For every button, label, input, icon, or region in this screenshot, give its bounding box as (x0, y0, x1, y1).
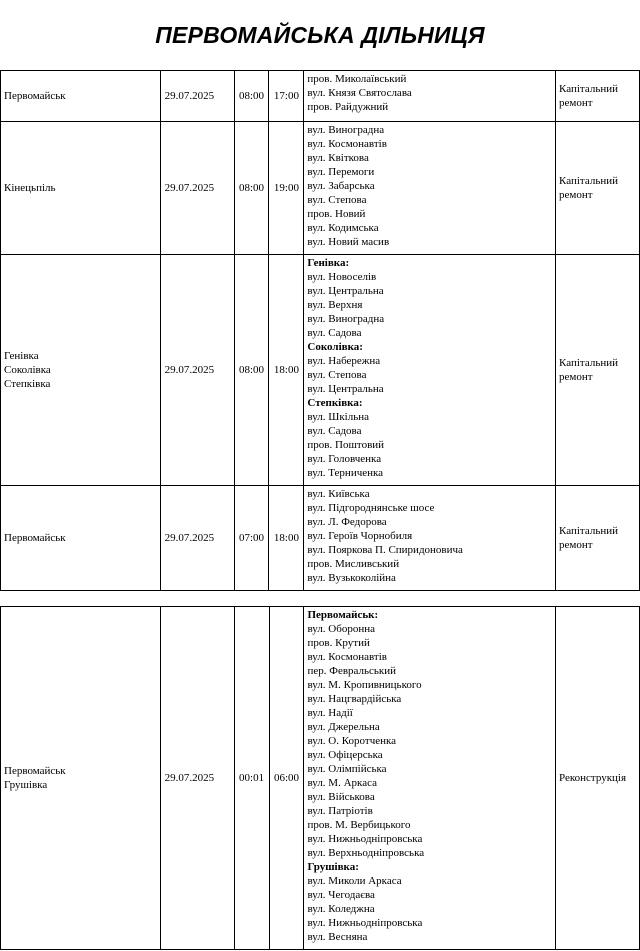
table-row (1, 71, 640, 122)
street-name: вул. Офіцерська (307, 749, 383, 761)
start-time-cell: 08:00 (234, 122, 269, 255)
location-name: Первомайськ (4, 765, 66, 777)
street-name: пров. Мисливський (307, 558, 400, 570)
street-name: вул. Новий масив (307, 236, 390, 248)
outage-table-1 (0, 70, 640, 591)
street-name: вул. Верхня (307, 299, 363, 311)
start-time-cell: 08:00 (234, 255, 269, 486)
street-name: пров. Новий (307, 208, 366, 220)
street-name: вул. Центральна (307, 285, 384, 297)
street-name: вул. Головченка (307, 453, 382, 465)
table-row (1, 255, 640, 486)
location-name: Кінецьпіль (4, 182, 56, 194)
settlement-heading: Соколівка: (307, 341, 363, 353)
page-title: ПЕРВОМАЙСЬКА ДІЛЬНИЦЯ (155, 22, 485, 48)
location-name: Грушівка (4, 779, 48, 791)
street-name: вул. Нацгвардійська (307, 693, 402, 705)
end-time-cell: 06:00 (269, 607, 304, 950)
end-time-cell: 17:00 (269, 71, 304, 122)
work-type-cell: Капітальний ремонт (556, 122, 640, 255)
street-name: вул. Пояркова П. Спиридоновича (307, 544, 463, 556)
end-time-cell: 18:00 (269, 486, 304, 591)
street-name: вул. Князя Святослава (307, 87, 412, 99)
streets-cell (304, 255, 556, 486)
location-name: Степківка (4, 378, 51, 390)
street-name: вул. Підгороднянське шосе (307, 502, 435, 514)
street-name: вул. Нижньодніпровська (307, 917, 423, 929)
location-name: Первомайськ (4, 90, 66, 102)
street-name: вул. М. Аркаса (307, 777, 377, 789)
date-cell: 29.07.2025 (160, 255, 234, 486)
street-name: пров. Крутий (307, 637, 370, 649)
street-name: пров. Поштовий (307, 439, 385, 451)
table-row (1, 122, 640, 255)
location-cell (1, 122, 161, 255)
start-time-cell: 00:01 (234, 607, 269, 950)
street-name: вул. Патріотів (307, 805, 373, 817)
street-name: вул. Весняна (307, 931, 368, 943)
street-name: вул. Терниченка (307, 467, 384, 479)
location-cell (1, 255, 161, 486)
location-cell (1, 607, 161, 950)
table-row (1, 607, 640, 950)
street-name: вул. Миколи Аркаса (307, 875, 402, 887)
street-name: вул. Джерельна (307, 721, 380, 733)
outage-table-2 (0, 606, 640, 950)
work-type-cell: Капітальний ремонт (556, 71, 640, 122)
street-name: вул. Виноградна (307, 124, 385, 136)
start-time-cell: 08:00 (234, 71, 269, 122)
street-name: вул. Новоселів (307, 271, 377, 283)
street-name: пров. Миколаївський (307, 73, 407, 85)
street-name: вул. Степова (307, 369, 367, 381)
street-name: вул. Оборонна (307, 623, 376, 635)
street-name: вул. Перемоги (307, 166, 375, 178)
end-time-cell: 18:00 (269, 255, 304, 486)
table-row (1, 486, 640, 591)
date-cell: 29.07.2025 (160, 122, 234, 255)
streets-cell (304, 122, 556, 255)
work-type-cell: Реконструкція (555, 607, 639, 950)
start-time-cell: 07:00 (234, 486, 269, 591)
work-type-cell: Капітальний ремонт (556, 255, 640, 486)
location-name: Генівка (4, 350, 39, 362)
street-name: вул. Кодимська (307, 222, 379, 234)
street-name: вул. Космонавтів (307, 138, 387, 150)
street-name: вул. Садова (307, 425, 362, 437)
street-name: вул. Квіткова (307, 152, 369, 164)
location-name: Первомайськ (4, 532, 66, 544)
work-type-cell: Капітальний ремонт (556, 486, 640, 591)
street-name: вул. О. Коротченка (307, 735, 397, 747)
street-name: пров. М. Вербицького (307, 819, 411, 831)
street-name: вул. М. Кропивницького (307, 679, 422, 691)
settlement-heading: Генівка: (307, 257, 350, 269)
street-name: вул. Степова (307, 194, 367, 206)
street-name: вул. Військова (307, 791, 375, 803)
street-name: вул. Набережна (307, 355, 381, 367)
street-name: вул. Л. Федорова (307, 516, 387, 528)
date-cell: 29.07.2025 (160, 71, 234, 122)
location-cell (1, 486, 161, 591)
street-name: вул. Забарська (307, 180, 375, 192)
streets-cell (304, 486, 556, 591)
street-name: вул. Центральна (307, 383, 384, 395)
location-name: Соколівка (4, 364, 51, 376)
street-name: вул. Космонавтів (307, 651, 387, 663)
street-name: вул. Героїв Чорнобиля (307, 530, 413, 542)
date-cell: 29.07.2025 (160, 607, 234, 950)
street-name: вул. Київська (307, 488, 370, 500)
end-time-cell: 19:00 (269, 122, 304, 255)
street-name: вул. Садова (307, 327, 362, 339)
street-name: пер. Февральський (307, 665, 397, 677)
settlement-heading: Первомайськ: (307, 609, 379, 621)
street-name: вул. Коледжна (307, 903, 375, 915)
street-name: вул. Верхньодніпровська (307, 847, 425, 859)
street-name: пров. Райдужний (307, 101, 389, 113)
street-name: вул. Надії (307, 707, 353, 719)
street-name: вул. Чегодаєва (307, 889, 375, 901)
street-name: вул. Шкільна (307, 411, 370, 423)
streets-cell (304, 71, 556, 122)
street-name: вул. Нижньодніпровська (307, 833, 423, 845)
street-name: вул. Олімпійська (307, 763, 387, 775)
street-name: вул. Вузькоколійна (307, 572, 396, 584)
settlement-heading: Грушівка: (307, 861, 359, 873)
streets-cell (304, 607, 556, 950)
location-cell (1, 71, 161, 122)
date-cell: 29.07.2025 (160, 486, 234, 591)
settlement-heading: Степківка: (307, 397, 363, 409)
street-name: вул. Виноградна (307, 313, 385, 325)
